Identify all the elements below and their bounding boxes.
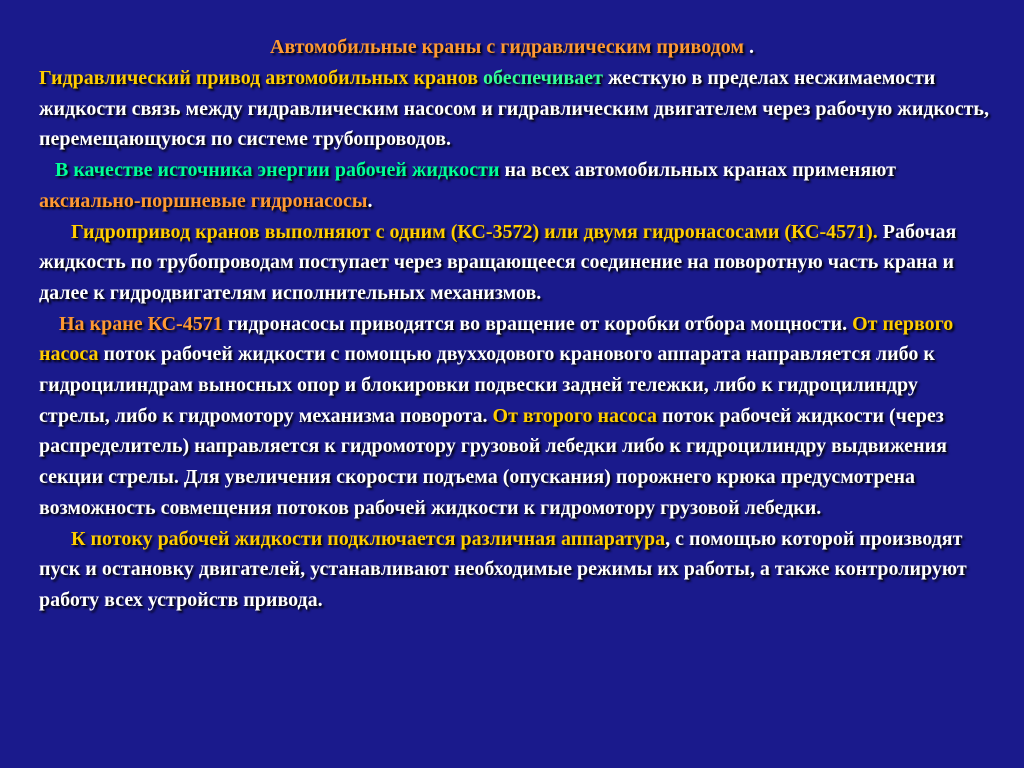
paragraph-1-segment-1: Гидравлический привод автомобильных кранов [39, 67, 484, 89]
paragraph-4-segment-2: гидронасосы приводятся во вращение от коробки отбора мощности. [222, 312, 853, 335]
slide-title [0, 34, 1024, 60]
paragraph-hydraulic-drive [39, 63, 989, 155]
paragraph-2-segment-1: В качестве источника энергии рабочей жидкости [55, 159, 500, 182]
slide-title-suffix: . [743, 36, 754, 58]
paragraph-2-segment-4: . [367, 189, 373, 212]
paragraph-1-segment-3: жесткую в пределах несжимаемости жидкости связь между гидравлическим насосом и гидравлическим двигателем через рабочую жидкость, перемещающуюся по системе трубопроводов. [39, 67, 989, 151]
slide-body [39, 63, 989, 616]
paragraph-equipment [39, 524, 989, 616]
paragraph-4-segment-3: От первого насоса [39, 312, 954, 366]
slide-title-text: Автомобильные краны с гидравлическим приводом [270, 36, 744, 58]
paragraph-energy-source [39, 155, 989, 216]
paragraph-1-segment-2: обеспечивает [483, 67, 603, 89]
paragraph-2-segment-2: на всех автомобильных кранах применяют [499, 159, 896, 182]
paragraph-4-segment-6: поток рабочей жидкости (через распределитель) направляется к гидромотору грузовой лебедки либо к гидроцилиндру выдвижения секции стрелы. Для увеличения скорости подъема (опускания) порожнего крюка предусмотрена возможность совмещения потоков рабочей жидкости к гидромотору грузовой лебедки. [39, 404, 947, 519]
paragraph-4-segment-1: На кране КС-4571 [59, 312, 223, 335]
paragraph-crane-drive [39, 217, 989, 309]
paragraph-4-segment-4: поток рабочей жидкости с помощью двухходового кранового аппарата направляется либо к гидроцилиндрам выносных опор и блокировки подвески задней тележки, либо к гидроцилиндру стрелы, либо к гидромотору механизма поворота. [39, 343, 935, 427]
paragraph-2-segment-3: аксиально-поршневые гидронасосы [39, 189, 368, 212]
paragraph-ks-4571 [39, 309, 989, 524]
paragraph-5-segment-2: , с помощью которой производят пуск и остановку двигателей, устанавливают необходимые режимы их работы, а также контролируют работу всех устройств привода. [39, 527, 967, 611]
paragraph-4-segment-5: От второго насоса [492, 404, 657, 427]
paragraph-3-segment-2: Рабочая жидкость по трубопроводам поступает через вращающееся соединение на поворотную часть крана и далее к гидродвигателям исполнительных механизмов. [39, 220, 957, 304]
paragraph-5-segment-1: К потоку рабочей жидкости подключается различная аппаратура [71, 527, 666, 550]
paragraph-3-segment-1: Гидропривод кранов выполняют с одним (КС-3572) или двумя гидронасосами (КС-4571). [71, 220, 878, 243]
